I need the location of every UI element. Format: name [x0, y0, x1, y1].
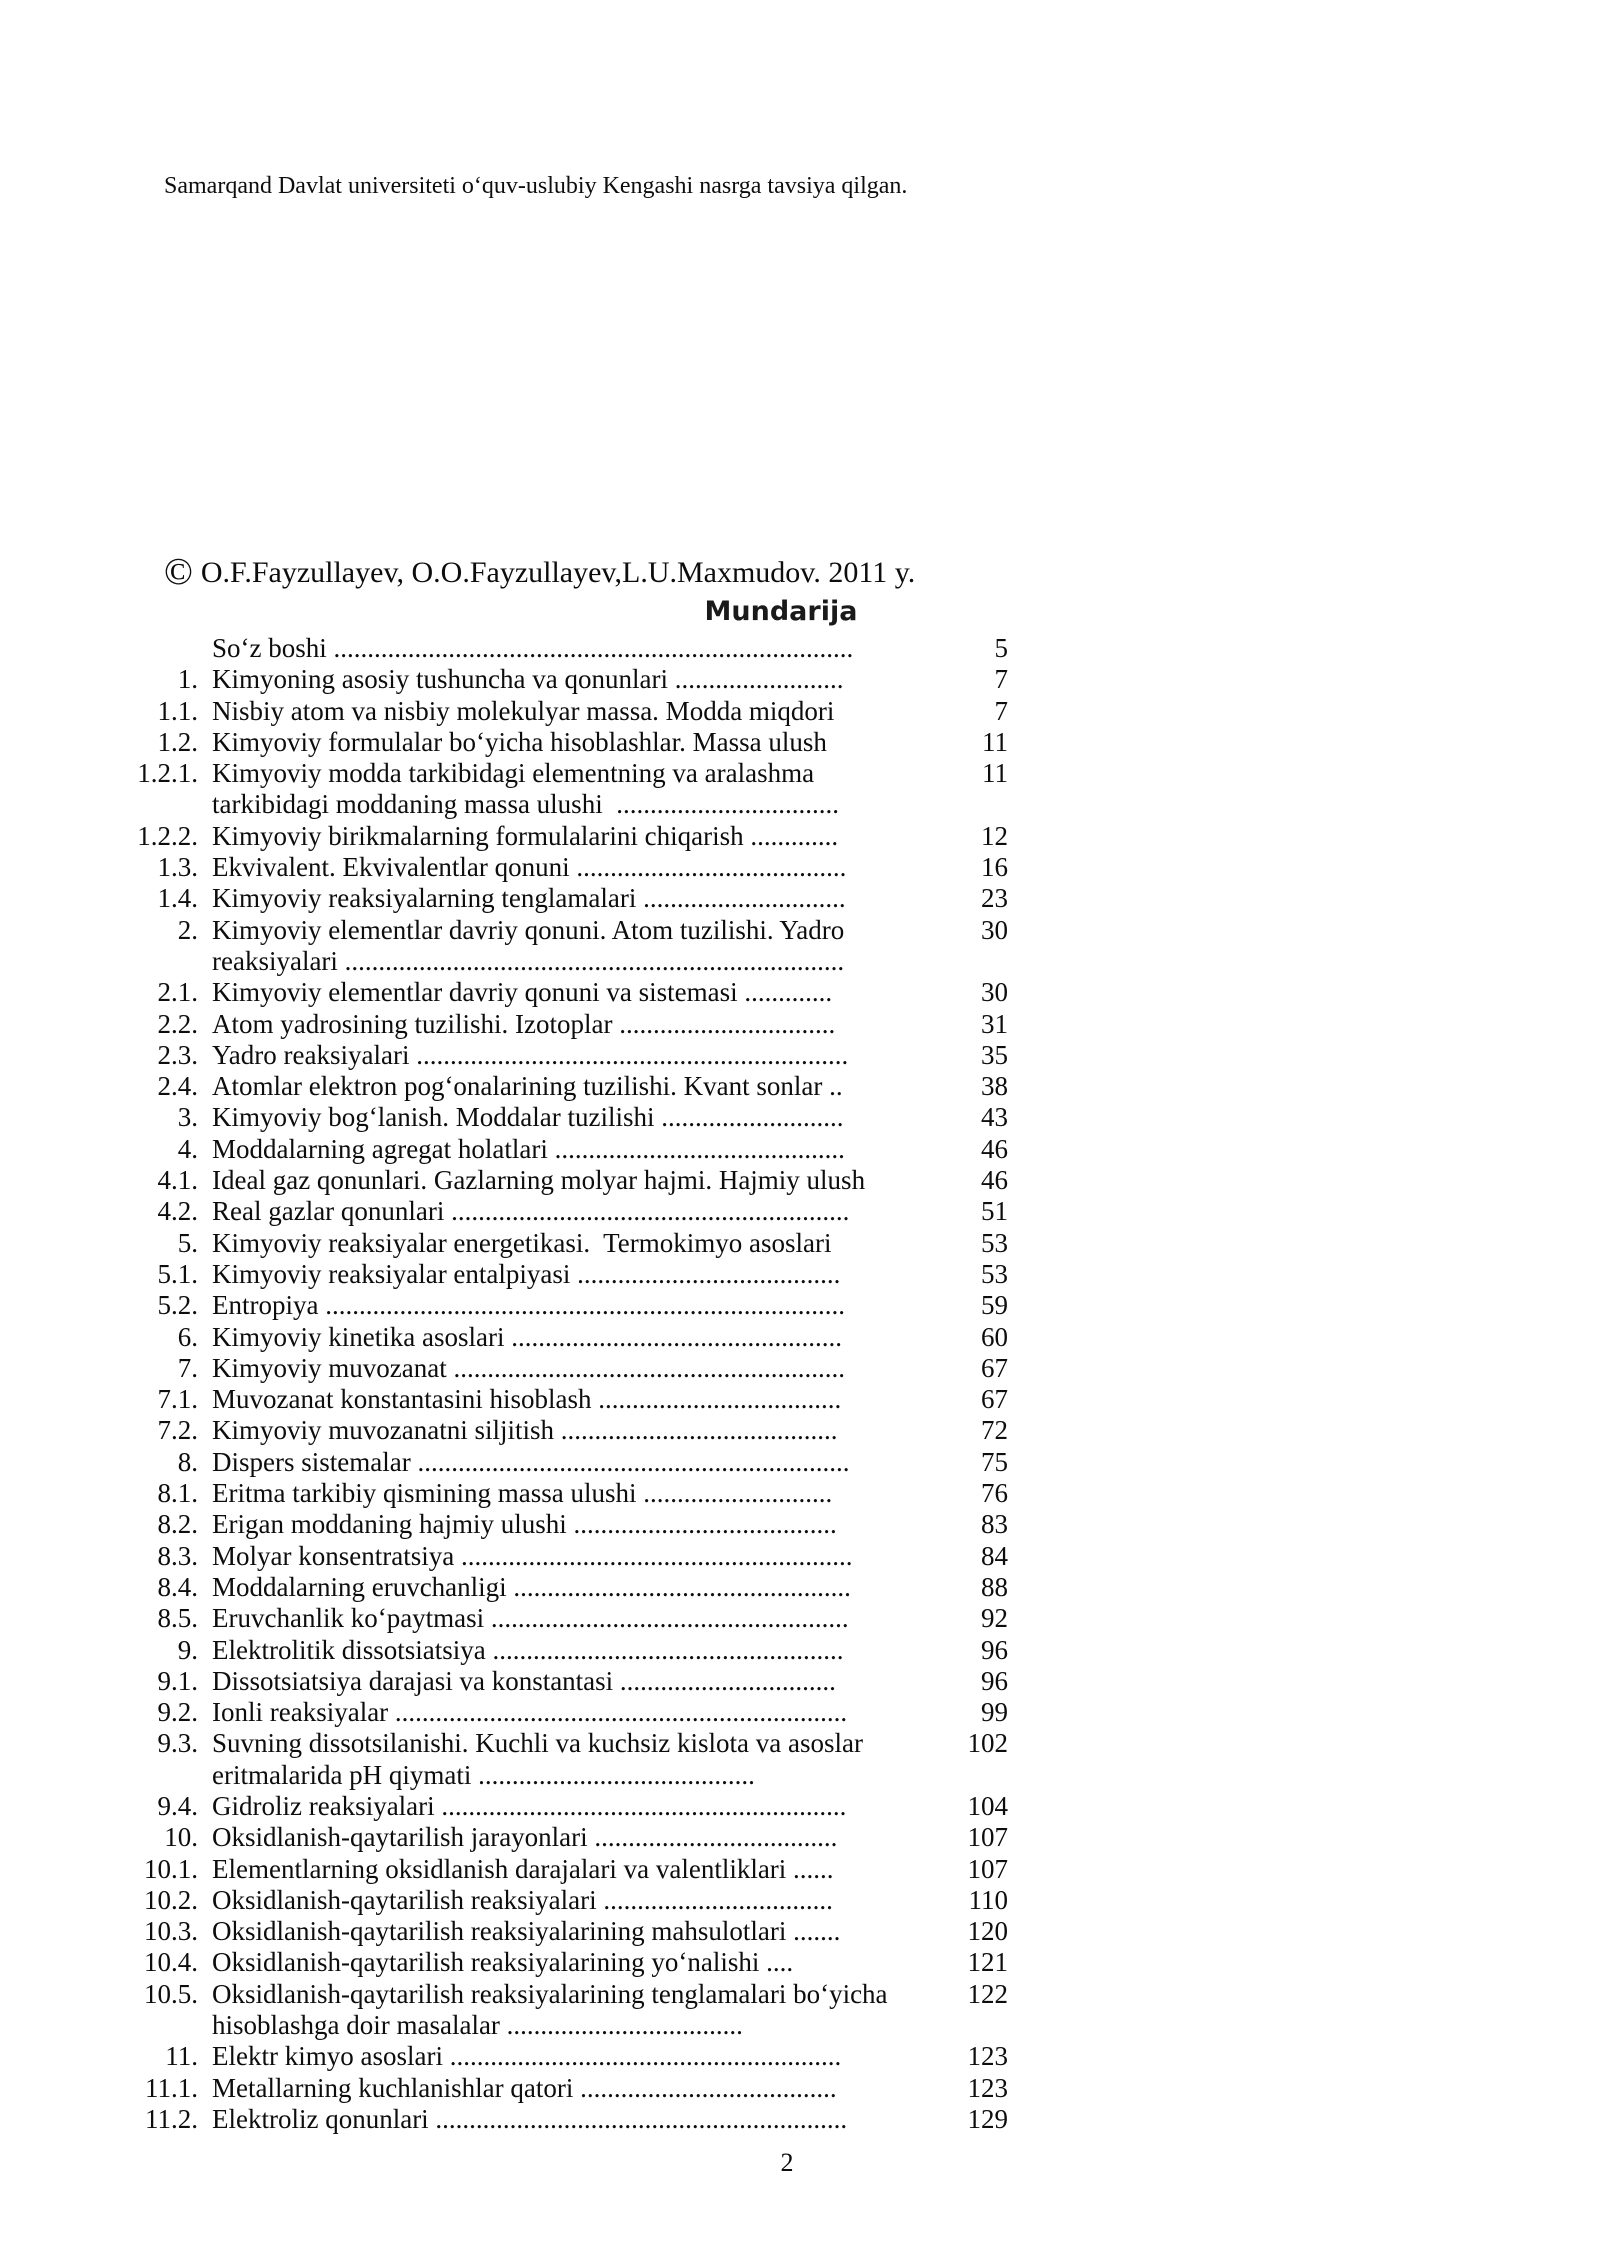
toc-entry-page: 123 [967, 2072, 1008, 2103]
toc-entry-title-line: Entropiya ............................................................................. [212, 1290, 845, 1321]
toc-entry-title-line: Oksidlanish-qaytarilish reaksiyalarining yo‘nalishi .... [212, 1947, 794, 1978]
toc-entry [0, 1478, 1600, 1509]
toc-entry-page: 104 [967, 1790, 1008, 1821]
table-of-contents [0, 633, 1600, 2135]
toc-entry-number: 11.2. [145, 2103, 198, 2134]
toc-entry-title-line: Nisbiy atom va nisbiy molekulyar massa. Modda miqdori [212, 695, 835, 726]
toc-entry-number: 10.5. [144, 1978, 198, 2009]
toc-entry-title-line: Atom yadrosining tuzilishi. Izotoplar ................................ [212, 1008, 836, 1039]
toc-entry-title-line: Oksidlanish-qaytarilish reaksiyalari .................................. [212, 1884, 833, 1915]
toc-entry-number: 2. [177, 914, 198, 945]
toc-entry-title-line: Moddalarning eruvchanligi .................................................. [212, 1571, 851, 1602]
toc-entry-title-line: Kimyoviy muvozanat .......................................................... [212, 1352, 845, 1383]
toc-entry-title-line: Kimyoviy kinetika asoslari ................................................. [212, 1321, 842, 1352]
toc-entry-page: 38 [981, 1071, 1008, 1102]
toc-entry-page: 129 [967, 2103, 1008, 2134]
toc-entry-number: 1.4. [157, 883, 198, 914]
toc-entry-page: 30 [981, 977, 1008, 1008]
toc-entry-number: 8.1. [157, 1478, 198, 1509]
toc-entry [0, 1541, 1600, 1572]
approval-note: Samarqand Davlat universiteti o‘quv-uslubiy Kengashi nasrga tavsiya qilgan. [164, 173, 908, 199]
toc-entry [0, 1603, 1600, 1634]
toc-entry-number: 7.2. [157, 1415, 198, 1446]
toc-entry-number: 9.3. [157, 1728, 198, 1759]
toc-entry-number: 1.2.2. [137, 820, 198, 851]
toc-entry-title-line: Ionli reaksiyalar ................................................................... [212, 1697, 848, 1728]
toc-entry-page: 123 [967, 2041, 1008, 2072]
toc-entry-title-line: Ekvivalent. Ekvivalentlar qonuni ........................................ [212, 852, 847, 883]
toc-entry-page: 75 [981, 1446, 1008, 1477]
toc-entry-number: 9.2. [157, 1697, 198, 1728]
toc-entry [0, 1259, 1600, 1290]
toc-entry-title-line: Kimyoviy reaksiyalar entalpiyasi ....................................... [212, 1258, 841, 1289]
toc-entry-number: 5.1. [157, 1258, 198, 1289]
toc-entry-title-line: Elektrolitik dissotsiatsiya .................................................... [212, 1634, 844, 1665]
toc-entry-title-line: Molyar konsentratsiya .......................................................... [212, 1540, 853, 1571]
toc-entry-number: 10.1. [144, 1853, 198, 1884]
toc-entry-number: 7.1. [157, 1384, 198, 1415]
toc-entry-number: 8.2. [157, 1509, 198, 1540]
toc-entry [0, 1572, 1600, 1603]
toc-entry-number: 9. [177, 1634, 198, 1665]
toc-entry [0, 1447, 1600, 1478]
toc-entry-title-line: tarkibidagi moddaning massa ulushi ................................. [212, 789, 839, 820]
copyright-line [164, 552, 915, 593]
toc-entry-page: 60 [981, 1321, 1008, 1352]
toc-entry-title-line: Kimyoning asosiy tushuncha va qonunlari ......................... [212, 664, 844, 695]
toc-entry-page: 30 [981, 914, 1008, 945]
toc-entry-page: 96 [981, 1634, 1008, 1665]
toc-entry-title-line: Yadro reaksiyalari ................................................................ [212, 1039, 849, 1070]
toc-entry-title-line: reaksiyalari .......................................................................... [212, 945, 845, 976]
toc-entry-title-line: Kimyoviy birikmalarning formulalarini chiqarish ............. [212, 820, 839, 851]
toc-entry-title-line: Kimyoviy modda tarkibidagi elementning va aralashma [212, 758, 815, 789]
toc-entry-number: 3. [177, 1102, 198, 1133]
toc-entry [0, 1947, 1600, 1978]
toc-entry-page: 11 [982, 726, 1008, 757]
toc-entry-title-line: Elementlarning oksidlanish darajalari va valentliklari ...... [212, 1853, 834, 1884]
toc-entry-title-line: Oksidlanish-qaytarilish reaksiyalarining mahsulotlari ....... [212, 1916, 841, 1947]
toc-entry [0, 1009, 1600, 1040]
toc-entry-title-line: Metallarning kuchlanishlar qatori ...................................... [212, 2072, 837, 2103]
toc-entry [0, 1102, 1600, 1133]
toc-entry [0, 1979, 1600, 2042]
toc-entry-page: 12 [981, 820, 1008, 851]
toc-entry [0, 1071, 1600, 1102]
copyright-symbol: © [164, 551, 193, 593]
toc-entry-title-line: Suvning dissotsilanishi. Kuchli va kuchsiz kislota va asoslar [212, 1728, 863, 1759]
toc-entry-number: 10.4. [144, 1947, 198, 1978]
toc-entry-page: 88 [981, 1571, 1008, 1602]
toc-entry-page: 46 [981, 1165, 1008, 1196]
toc-entry [0, 1728, 1600, 1791]
toc-entry [0, 1196, 1600, 1227]
toc-entry [0, 696, 1600, 727]
toc-entry-title-line: Kimyoviy elementlar davriy qonuni va sistemasi ............. [212, 977, 833, 1008]
toc-entry-number: 2.4. [157, 1071, 198, 1102]
toc-entry-page: 67 [981, 1384, 1008, 1415]
toc-entry-page: 23 [981, 883, 1008, 914]
toc-entry-title-line: Real gazlar qonunlari ........................................................... [212, 1196, 850, 1227]
toc-entry-page: 76 [981, 1478, 1008, 1509]
toc-entry-number: 2.3. [157, 1039, 198, 1070]
toc-entry-number: 1.2.1. [137, 758, 198, 789]
toc-entry-title-line: Muvozanat konstantasini hisoblash .................................... [212, 1384, 842, 1415]
toc-entry-page: 107 [967, 1853, 1008, 1884]
toc-entry [0, 883, 1600, 914]
toc-entry [0, 1415, 1600, 1446]
page-number: 2 [780, 2148, 794, 2177]
toc-entry-page: 122 [967, 1978, 1008, 2009]
toc-entry-title-line: Erigan moddaning hajmiy ulushi ....................................... [212, 1509, 837, 1540]
toc-entry-title-line: Kimyoviy reaksiyalarning tenglamalari .............................. [212, 883, 846, 914]
toc-entry-page: 11 [982, 758, 1008, 789]
toc-entry-title-line: eritmalarida pH qiymati ......................................... [212, 1759, 755, 1790]
toc-entry-title-line: Kimyoviy bog‘lanish. Moddalar tuzilishi ........................... [212, 1102, 844, 1133]
toc-entry-page: 51 [981, 1196, 1008, 1227]
toc-entry [0, 1322, 1600, 1353]
toc-entry-number: 11. [165, 2041, 198, 2072]
toc-entry [0, 1885, 1600, 1916]
toc-entry [0, 1040, 1600, 1071]
toc-entry-page: 16 [981, 852, 1008, 883]
toc-entry-page: 67 [981, 1352, 1008, 1383]
toc-entry [0, 1353, 1600, 1384]
toc-entry [0, 821, 1600, 852]
toc-entry-page: 121 [967, 1947, 1008, 1978]
toc-entry-page: 7 [994, 664, 1008, 695]
toc-entry-title-line: Ideal gaz qonunlari. Gazlarning molyar hajmi. Hajmiy ulush [212, 1165, 866, 1196]
toc-entry-title-line: Moddalarning agregat holatlari ........................................... [212, 1133, 845, 1164]
toc-entry-number: 9.1. [157, 1665, 198, 1696]
toc-entry [0, 727, 1600, 758]
toc-entry [0, 852, 1600, 883]
toc-entry-title-line: Gidroliz reaksiyalari ............................................................ [212, 1790, 847, 1821]
toc-entry [0, 1854, 1600, 1885]
toc-entry-title-line: So‘z boshi ............................................................................. [212, 633, 854, 663]
toc-entry-title-line: Elektr kimyo asoslari .......................................................... [212, 2041, 842, 2072]
toc-entry [0, 915, 1600, 978]
toc-entry-title-line: Elektroliz qonunlari ............................................................. [212, 2103, 848, 2134]
toc-entry-title-line: Kimyoviy elementlar davriy qonuni. Atom tuzilishi. Yadro [212, 914, 845, 945]
toc-entry-title-line: hisoblashga doir masalalar ................................... [212, 2010, 743, 2041]
toc-entry [0, 1290, 1600, 1321]
toc-entry-title-line: Dissotsiatsiya darajasi va konstantasi ................................ [212, 1665, 836, 1696]
toc-entry-page: 53 [981, 1258, 1008, 1289]
toc-entry-number: 2.1. [157, 977, 198, 1008]
toc-entry [0, 1697, 1600, 1728]
toc-entry [0, 1822, 1600, 1853]
toc-entry-number: 8.4. [157, 1571, 198, 1602]
toc-entry-number: 7. [177, 1352, 198, 1383]
toc-entry-page: 102 [967, 1728, 1008, 1759]
toc-entry-title-line: Eruvchanlik ko‘paytmasi ..................................................... [212, 1603, 849, 1634]
toc-entry-page: 59 [981, 1290, 1008, 1321]
toc-entry-number: 10.2. [144, 1884, 198, 1915]
toc-entry-page: 7 [994, 695, 1008, 726]
toc-entry-page: 84 [981, 1540, 1008, 1571]
toc-entry-page: 120 [967, 1916, 1008, 1947]
toc-entry [0, 1666, 1600, 1697]
toc-entry-page: 83 [981, 1509, 1008, 1540]
toc-entry-number: 1.2. [157, 726, 198, 757]
toc-entry-number: 4. [177, 1133, 198, 1164]
toc-entry-page: 35 [981, 1039, 1008, 1070]
toc-entry-page: 43 [981, 1102, 1008, 1133]
toc-entry [0, 2041, 1600, 2072]
toc-entry-page: 107 [967, 1822, 1008, 1853]
toc-entry [0, 1228, 1600, 1259]
toc-entry [0, 1384, 1600, 1415]
toc-entry-number: 5. [177, 1227, 198, 1258]
toc-entry-number: 6. [177, 1321, 198, 1352]
toc-entry-page: 96 [981, 1665, 1008, 1696]
toc-entry-title-line: Kimyoviy muvozanatni siljitish ......................................... [212, 1415, 838, 1446]
toc-entry-title-line: Atomlar elektron pog‘onalarining tuzilishi. Kvant sonlar .. [212, 1071, 843, 1102]
toc-entry-title-line: Eritma tarkibiy qismining massa ulushi ............................ [212, 1478, 833, 1509]
toc-entry-number: 10. [164, 1822, 198, 1853]
toc-entry-number: 1. [177, 664, 198, 695]
toc-entry-page: 53 [981, 1227, 1008, 1258]
toc-entry [0, 977, 1600, 1008]
toc-entry-number: 1.1. [157, 695, 198, 726]
toc-entry-page: 99 [981, 1697, 1008, 1728]
toc-entry-number: 2.2. [157, 1008, 198, 1039]
toc-entry-number: 9.4. [157, 1790, 198, 1821]
toc-entry-title-line: Oksidlanish-qaytarilish reaksiyalarining tenglamalari bo‘yicha [212, 1978, 888, 2009]
toc-entry-number: 10.3. [144, 1916, 198, 1947]
toc-entry-page: 31 [981, 1008, 1008, 1039]
toc-entry [0, 2104, 1600, 2135]
toc-entry-page: 46 [981, 1133, 1008, 1164]
toc-entry [0, 758, 1600, 821]
toc-entry [0, 1134, 1600, 1165]
toc-entry-number: 8.5. [157, 1603, 198, 1634]
toc-entry [0, 1509, 1600, 1540]
toc-entry-number: 5.2. [157, 1290, 198, 1321]
toc-entry [0, 1635, 1600, 1666]
toc-entry-page: 92 [981, 1603, 1008, 1634]
toc-entry [0, 2073, 1600, 2104]
toc-entry-title-line: Kimyoviy reaksiyalar energetikasi. Termokimyo asoslari [212, 1227, 832, 1258]
toc-entry-number: 8. [177, 1446, 198, 1477]
toc-entry [0, 664, 1600, 695]
toc-entry-number: 8.3. [157, 1540, 198, 1571]
toc-entry-number: 4.2. [157, 1196, 198, 1227]
toc-entry-number: 4.1. [157, 1165, 198, 1196]
toc-entry-title-line: Kimyoviy formulalar bo‘yicha hisoblashlar. Massa ulush [212, 726, 827, 757]
toc-entry-page: 110 [968, 1884, 1008, 1915]
toc-entry-title-line: Oksidlanish-qaytarilish jarayonlari .................................... [212, 1822, 838, 1853]
toc-entry-title-line: Dispers sistemalar ................................................................ [212, 1446, 850, 1477]
toc-entry [0, 1165, 1600, 1196]
toc-heading: Mundarija [704, 596, 858, 627]
toc-entry-number: 1.3. [157, 852, 198, 883]
toc-entry-page: 72 [981, 1415, 1008, 1446]
toc-entry [0, 1791, 1600, 1822]
toc-entry-page: 5 [994, 633, 1008, 663]
copyright-text: O.F.Fayzullayev, O.O.Fayzullayev,L.U.Maxmudov. 2011 y. [200, 556, 916, 589]
toc-entry [0, 633, 1600, 664]
toc-entry-number: 11.1. [145, 2072, 198, 2103]
toc-entry [0, 1916, 1600, 1947]
